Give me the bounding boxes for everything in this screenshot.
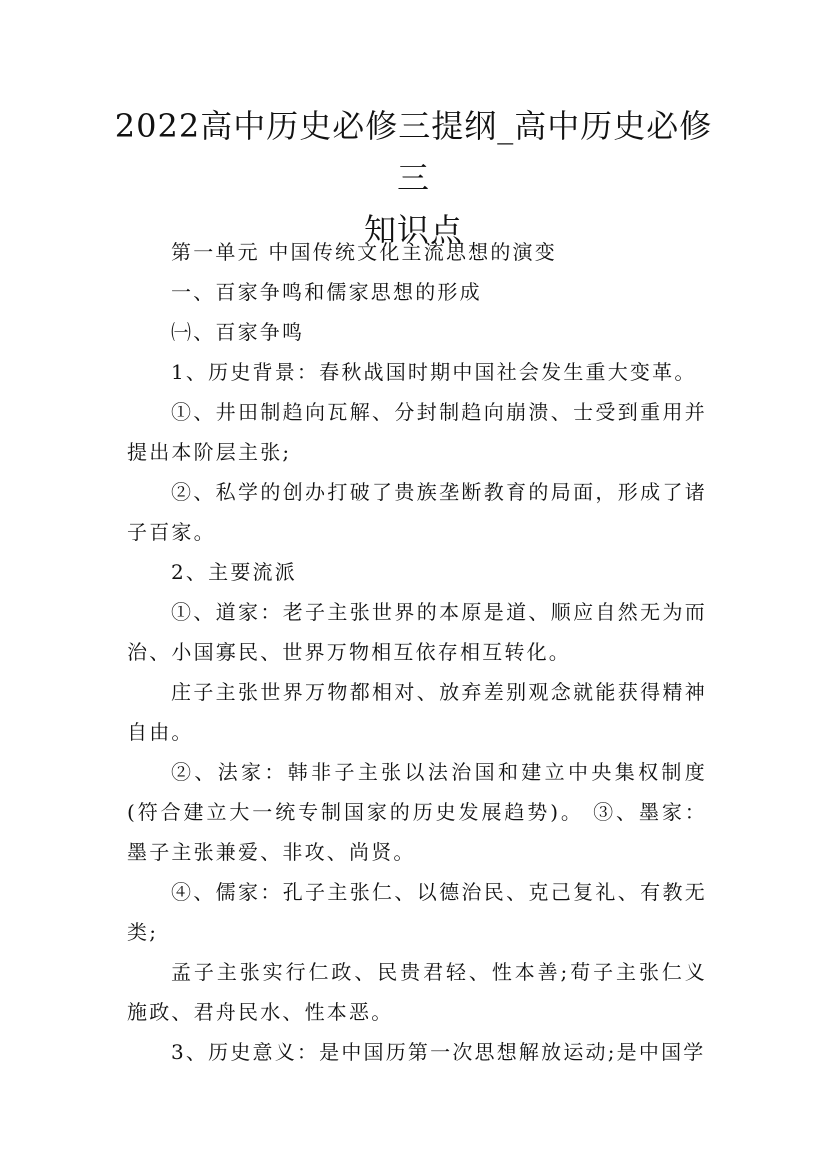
title-line-1: 2022高中历史必修三提纲_高中历史必修三 bbox=[114, 107, 713, 197]
paragraph: 1、历史背景：春秋战国时期中国社会发生重大变革。 bbox=[171, 360, 697, 384]
subsection-heading: ㈠、百家争鸣 bbox=[171, 320, 305, 344]
paragraph: ②、私学的创办打破了贵族垄断教育的局面，形成了诸子百家。 bbox=[127, 480, 707, 544]
document-body bbox=[127, 232, 707, 1072]
paragraph: ④、儒家：孔子主张仁、以德治民、克己复礼、有教无类; bbox=[127, 880, 707, 944]
paragraph: 庄子主张世界万物都相对、放弃差别观念就能获得精神自由。 bbox=[127, 680, 707, 744]
paragraph: 3、历史意义：是中国历第一次思想解放运动;是中国学 bbox=[171, 1040, 706, 1064]
paragraph: ①、道家：老子主张世界的本原是道、顺应自然无为而治、小国寡民、世界万物相互依存相互转化。 bbox=[127, 600, 707, 664]
unit-heading: 第一单元 中国传统文化主流思想的演变 bbox=[171, 240, 557, 264]
paragraph: 孟子主张实行仁政、民贵君轻、性本善;荀子主张仁义施政、君舟民水、性本恶。 bbox=[127, 960, 707, 1024]
paragraph: ①、井田制趋向瓦解、分封制趋向崩溃、士受到重用并提出本阶层主张; bbox=[127, 400, 707, 464]
paragraph: ②、法家：韩非子主张以法治国和建立中央集权制度(符合建立大一统专制国家的历史发展趋势)。 ③、墨家：墨子主张兼爱、非攻、尚贤。 bbox=[127, 760, 707, 864]
title-line-2: 知识点 bbox=[363, 211, 463, 249]
paragraph: 2、主要流派 bbox=[171, 560, 297, 584]
section-heading: 一、百家争鸣和儒家思想的形成 bbox=[171, 280, 482, 304]
